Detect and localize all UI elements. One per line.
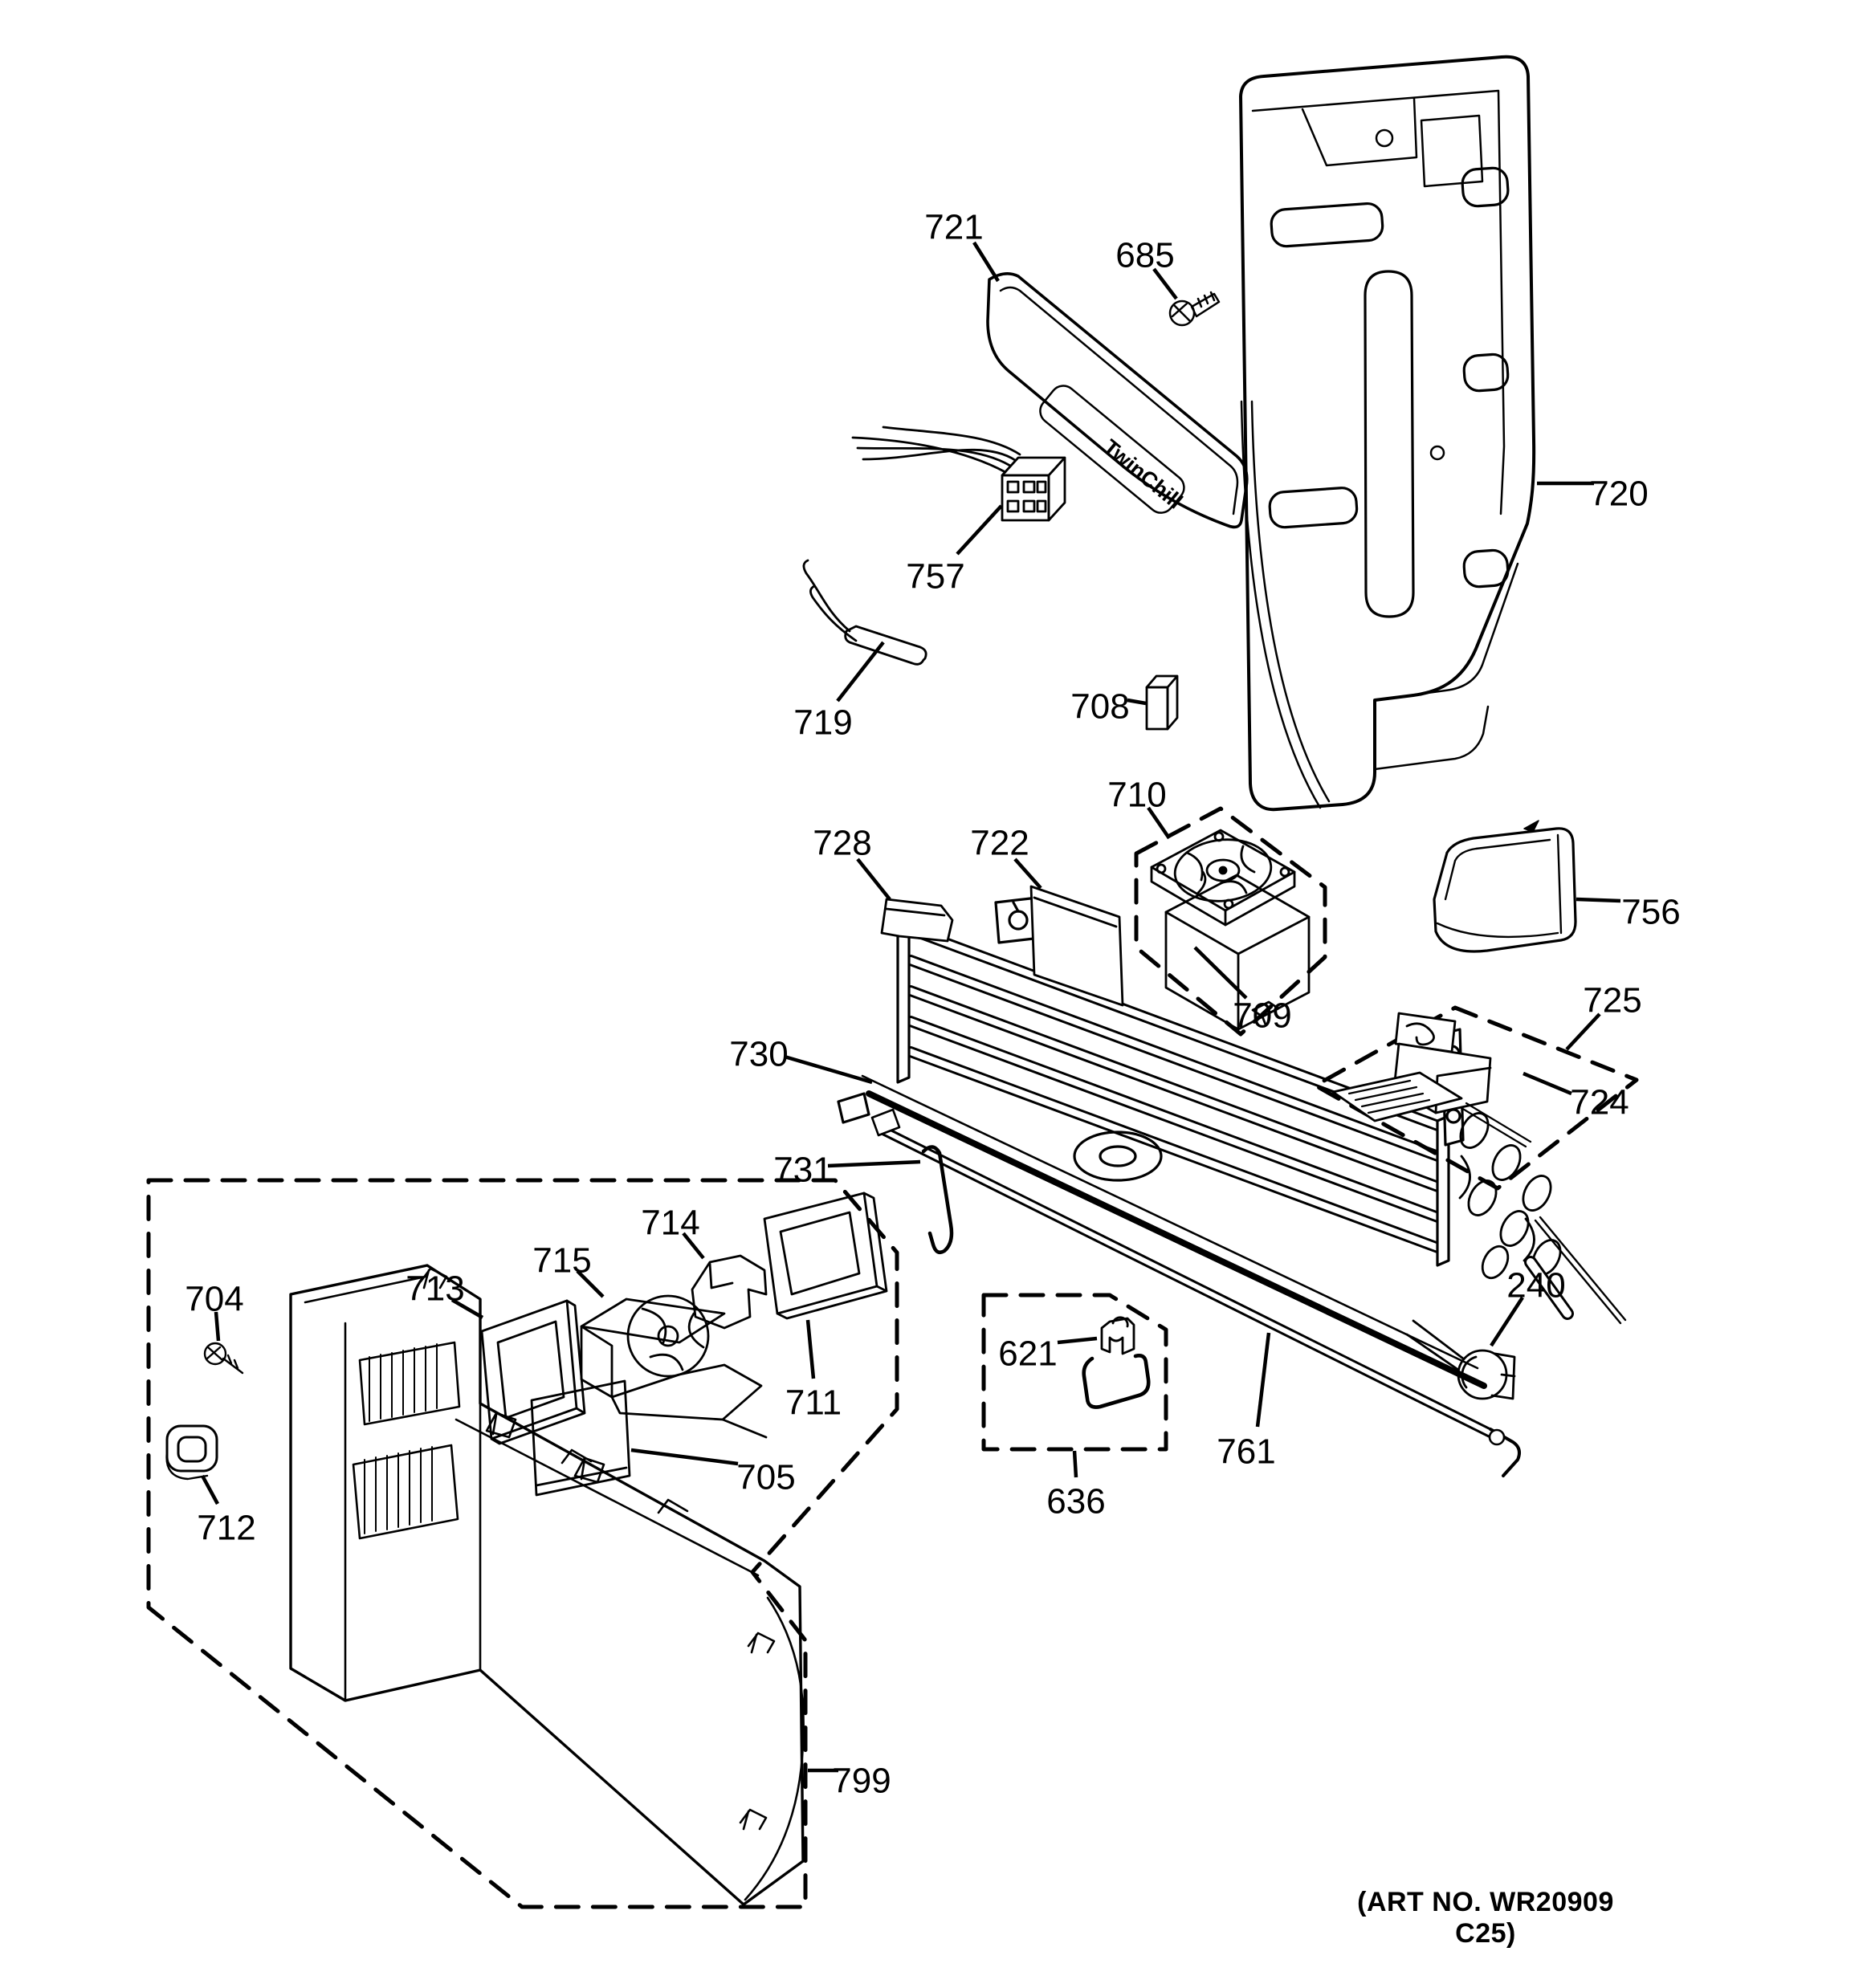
part-callout-720: 720 bbox=[1589, 474, 1649, 514]
leader-line-761 bbox=[1258, 1333, 1269, 1427]
part-callout-757: 757 bbox=[906, 556, 965, 597]
part-callout-714: 714 bbox=[641, 1203, 700, 1243]
part-callout-715: 715 bbox=[532, 1240, 592, 1281]
leader-line-711 bbox=[808, 1320, 813, 1379]
leader-line-757 bbox=[957, 506, 1001, 554]
part-callout-719: 719 bbox=[793, 703, 853, 743]
part-callout-636: 636 bbox=[1046, 1481, 1106, 1522]
part-callout-713: 713 bbox=[406, 1269, 465, 1309]
leader-line-705 bbox=[631, 1450, 738, 1464]
leader-line-728 bbox=[858, 859, 890, 899]
part-callout-621: 621 bbox=[998, 1334, 1058, 1374]
part-callout-731: 731 bbox=[773, 1150, 833, 1190]
part-callout-685: 685 bbox=[1115, 235, 1175, 275]
part-callout-704: 704 bbox=[185, 1279, 244, 1319]
leader-line-621 bbox=[1058, 1338, 1097, 1342]
part-callout-761: 761 bbox=[1217, 1432, 1276, 1472]
leader-line-709 bbox=[1195, 947, 1246, 998]
part-callout-724: 724 bbox=[1570, 1082, 1629, 1122]
part-callout-725: 725 bbox=[1583, 980, 1642, 1020]
part-callout-799: 799 bbox=[832, 1761, 891, 1801]
leader-line-724 bbox=[1523, 1073, 1571, 1094]
part-callout-756: 756 bbox=[1621, 892, 1681, 932]
part-callout-710: 710 bbox=[1107, 775, 1167, 815]
part-callout-240: 240 bbox=[1506, 1265, 1566, 1306]
part-callout-712: 712 bbox=[197, 1508, 256, 1548]
leader-line-712 bbox=[202, 1476, 218, 1504]
leader-line-756 bbox=[1576, 899, 1620, 901]
art-number-note: (ART NO. WR20909 C25) bbox=[1357, 1887, 1614, 1949]
leader-line-722 bbox=[1015, 859, 1041, 888]
part-callout-711: 711 bbox=[785, 1383, 842, 1423]
leader-line-636 bbox=[1074, 1451, 1076, 1477]
part-callout-721: 721 bbox=[924, 207, 984, 247]
part-callout-709: 709 bbox=[1233, 996, 1292, 1036]
leader-line-721 bbox=[974, 242, 998, 281]
leader-line-730 bbox=[785, 1057, 872, 1082]
leader-line-708 bbox=[1127, 700, 1146, 703]
part-callout-705: 705 bbox=[736, 1457, 796, 1497]
leader-line-731 bbox=[828, 1162, 920, 1166]
twinchill-badge-label: TwinChill bbox=[1099, 434, 1188, 514]
leader-line-719 bbox=[838, 642, 883, 701]
part-callout-730: 730 bbox=[729, 1034, 789, 1074]
part-callout-708: 708 bbox=[1070, 686, 1130, 727]
part-callout-728: 728 bbox=[813, 823, 872, 863]
part-callout-722: 722 bbox=[970, 823, 1029, 863]
